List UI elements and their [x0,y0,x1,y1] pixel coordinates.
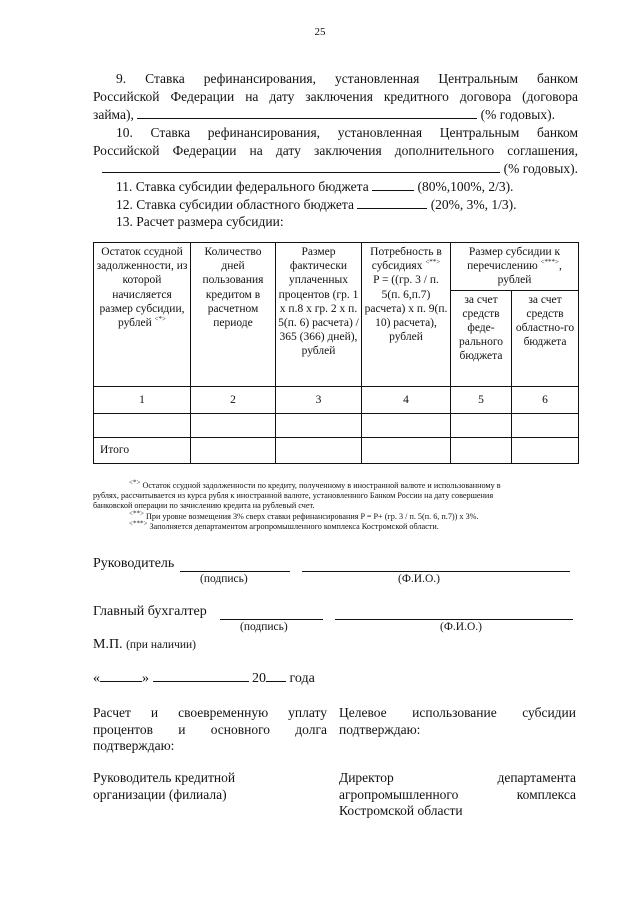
col-number-3: 3 [276,386,362,413]
credit-org-head-line-2: организации (филиала) [93,786,227,802]
col-number-6: 6 [512,386,579,413]
footnote-1-line-1: Остаток ссудной задолженности по кредиту, полученному в иностранной валюте и использованному в [142,481,501,490]
table-cell[interactable] [362,413,451,437]
head-name-caption: (Ф.И.О.) [398,573,440,585]
footnote-3-mark: <***> [129,519,148,528]
col-number-4: 4 [362,386,451,413]
refinancing-rate-blank[interactable] [137,106,477,119]
director-line-3: Костромской области [339,803,463,818]
footnote-1-line-2: рублях, рассчитывается из курса рубля к иностранной валюте, установленного Банком России на дату совершения [93,491,494,501]
seal-line [93,637,196,653]
table-cell[interactable] [362,437,451,463]
date-year-blank[interactable] [266,669,286,682]
accountant-signature-caption: (подпись) [240,621,288,633]
date-year-prefix: 20 [252,671,266,686]
item-9-line-3-end: (% годовых). [480,107,555,122]
table-cell[interactable] [276,437,362,463]
col-1-header [94,243,191,387]
item-10-line-1: 10. Ставка рефинансирования, установленная Центральным банком [116,125,578,140]
subsidy-use-confirmation-text: Целевое использование субсидии подтверждаю: [339,705,576,737]
date-day-blank[interactable] [100,669,142,682]
accountant-name-caption: (Ф.И.О.) [440,621,482,633]
seal-note: (при наличии) [126,639,197,651]
table-cell[interactable] [191,413,276,437]
date-quote-close: » [142,671,149,686]
head-signature-caption: (подпись) [200,573,248,585]
table-cell[interactable] [276,413,362,437]
col-5-6-header-b: , рублей [497,260,562,287]
seal-label: М.П. [93,637,123,652]
head-name-line[interactable] [302,571,570,572]
total-label: Итого [94,437,191,463]
head-label: Руководитель [93,556,175,571]
director-line-1: Директор департамента [339,770,576,785]
table-cell[interactable] [451,413,512,437]
table-cell[interactable] [512,413,579,437]
date-line [93,669,315,687]
item-10-line-3-end: (% годовых). [503,161,578,176]
accountant-signature-line[interactable] [220,619,323,620]
date-month-blank[interactable] [153,669,249,682]
footnote-2-text: При уровне возмещения 3% сверх ставки рефинансирования P = P+ (гр. 3 / п. 5(п. 6, п.7)) x 3%. [145,511,479,521]
item-13: 13. Расчет размера субсидии: [116,214,284,229]
accountant-name-line[interactable] [335,619,573,620]
col-4-header [362,243,451,387]
table-cell[interactable] [451,437,512,463]
item-9-line-2: Российской Федерации на дату заключения кредитного договора (договора [93,89,578,104]
col-4-header-a: Потребность в субсидиях [370,246,442,273]
item-12 [116,196,578,214]
date-quote-open: « [93,671,100,686]
interest-confirmation-text: Расчет и своевременную уплату процентов и основного долга подтверждаю: [93,705,327,753]
footnote-1 [93,478,578,532]
table-cell[interactable] [512,437,579,463]
col-1-footnote-mark: <*> [154,315,167,324]
footnote-1-mark: <*> [129,478,141,487]
col-2-header: Количество дней пользования кредитом в расчетном периоде [191,243,276,387]
footnote-2-mark: <**> [129,508,144,517]
regional-rate-blank[interactable] [357,196,427,209]
item-12-tail: (20%, 3%, 1/3). [430,197,517,212]
footnote-3-text: Заполняется департаментом агропромышленного комплекса Костромской области. [149,521,439,531]
chief-accountant-label: Главный бухгалтер [93,604,207,619]
col-5-6-header-a: Размер субсидии к перечислению [467,246,561,273]
col-4-footnote-mark: <**> [425,258,441,267]
director-line-2: агропромышленного комплекса [339,786,576,802]
credit-org-head-line-1: Руководитель кредитной [93,770,236,785]
col-4-header-b: P = ((гр. 3 / п. 5(п. 6,п.7) расчета) x п. 9(п. 10) расчета), рублей [364,274,448,344]
total-row [94,437,579,463]
additional-agreement-rate-blank[interactable] [102,160,500,173]
footnote-1-line-3: банковской операции по зачислению кредита на рублевый счет. [93,501,315,511]
item-11 [116,178,578,196]
col-6-header: за счет средств областно-го бюджета [512,290,579,386]
col-5-header: за счет средств феде-рального бюджета [451,290,512,386]
col-number-2: 2 [191,386,276,413]
table-row [94,413,579,437]
table-cell[interactable] [191,437,276,463]
item-10-line-3 [93,160,578,178]
head-signature-line[interactable] [180,571,290,572]
credit-org-head-signature [93,770,323,803]
col-3-header: Размер фактически уплаченных процентов (гр. 1 x п.8 x гр. 2 x п. 5(п. 6) расчета) / 365 (366) дней), рублей [276,243,362,387]
item-11-text: 11. Ставка субсидии федерального бюджета [116,179,369,194]
item-12-text: 12. Ставка субсидии областного бюджета [116,197,354,212]
col-1-header-text: Остаток ссудной задолженности, из которой начисляется размер субсидии, рублей [96,246,188,330]
col-number-1: 1 [94,386,191,413]
item-11-tail: (80%,100%, 2/3). [417,179,514,194]
item-9-line-1: 9. Ставка рефинансирования, установленная Центральным банком [116,71,578,86]
col-5-6-footnote-mark: <***> [540,258,560,267]
federal-rate-blank[interactable] [372,178,414,191]
item-9-line-3-start: займа), [93,107,134,122]
item-9-line-3 [93,106,578,124]
col-number-5: 5 [451,386,512,413]
item-10-line-2: Российской Федерации на дату заключения дополнительного соглашения, [93,143,578,158]
page-number: 25 [314,26,326,38]
table-cell[interactable] [94,413,191,437]
date-year-suffix: года [289,671,315,686]
subsidy-calculation-table [93,242,579,464]
department-director-signature [339,770,576,820]
col-5-6-header [451,243,579,291]
